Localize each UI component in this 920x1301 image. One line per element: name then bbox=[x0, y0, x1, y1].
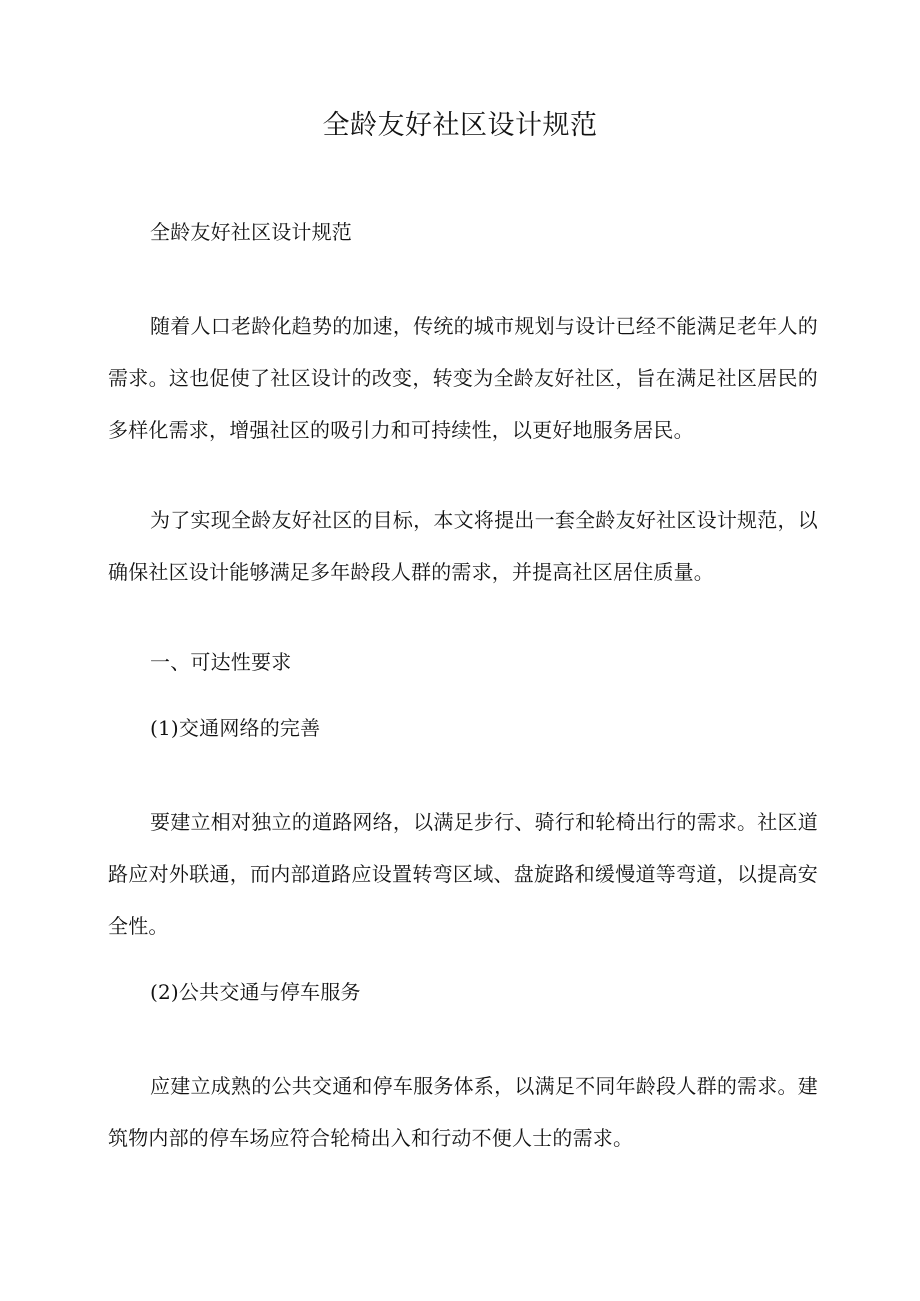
intro-paragraph-1: 随着人口老龄化趋势的加速，传统的城市规划与设计已经不能满足老年人的需求。这也促使了社区设计的改变，转变为全龄友好社区，旨在满足社区居民的多样化需求，增强社区的吸引力和可持续性，以更好地服务居民。 bbox=[108, 314, 818, 442]
intro-paragraph-2: 为了实现全龄友好社区的目标，本文将提出一套全龄友好社区设计规范，以确保社区设计能够满足多年龄段人群的需求，并提高社区居住质量。 bbox=[108, 508, 818, 584]
subtitle-paragraph: 全龄友好社区设计规范 bbox=[150, 220, 352, 244]
document-body bbox=[108, 206, 818, 1164]
body-paragraph-public-transport-parking: 应建立成熟的公共交通和停车服务体系，以满足不同年龄段人群的需求。建筑物内部的停车场应符合轮椅出入和行动不便人士的需求。 bbox=[108, 1074, 818, 1150]
body-paragraph-transport-network: 要建立相对独立的道路网络，以满足步行、骑行和轮椅出行的需求。社区道路应对外联通，而内部道路应设置转弯区域、盘旋路和缓慢道等弯道，以提高安全性。 bbox=[108, 810, 818, 938]
subsection-heading-public-transport-parking: (2)公共交通与停车服务 bbox=[150, 980, 361, 1004]
document-title: 全龄友好社区设计规范 bbox=[322, 110, 598, 141]
subsection-heading-transport-network: (1)交通网络的完善 bbox=[150, 716, 321, 740]
section-heading-accessibility: 一、可达性要求 bbox=[150, 650, 292, 674]
